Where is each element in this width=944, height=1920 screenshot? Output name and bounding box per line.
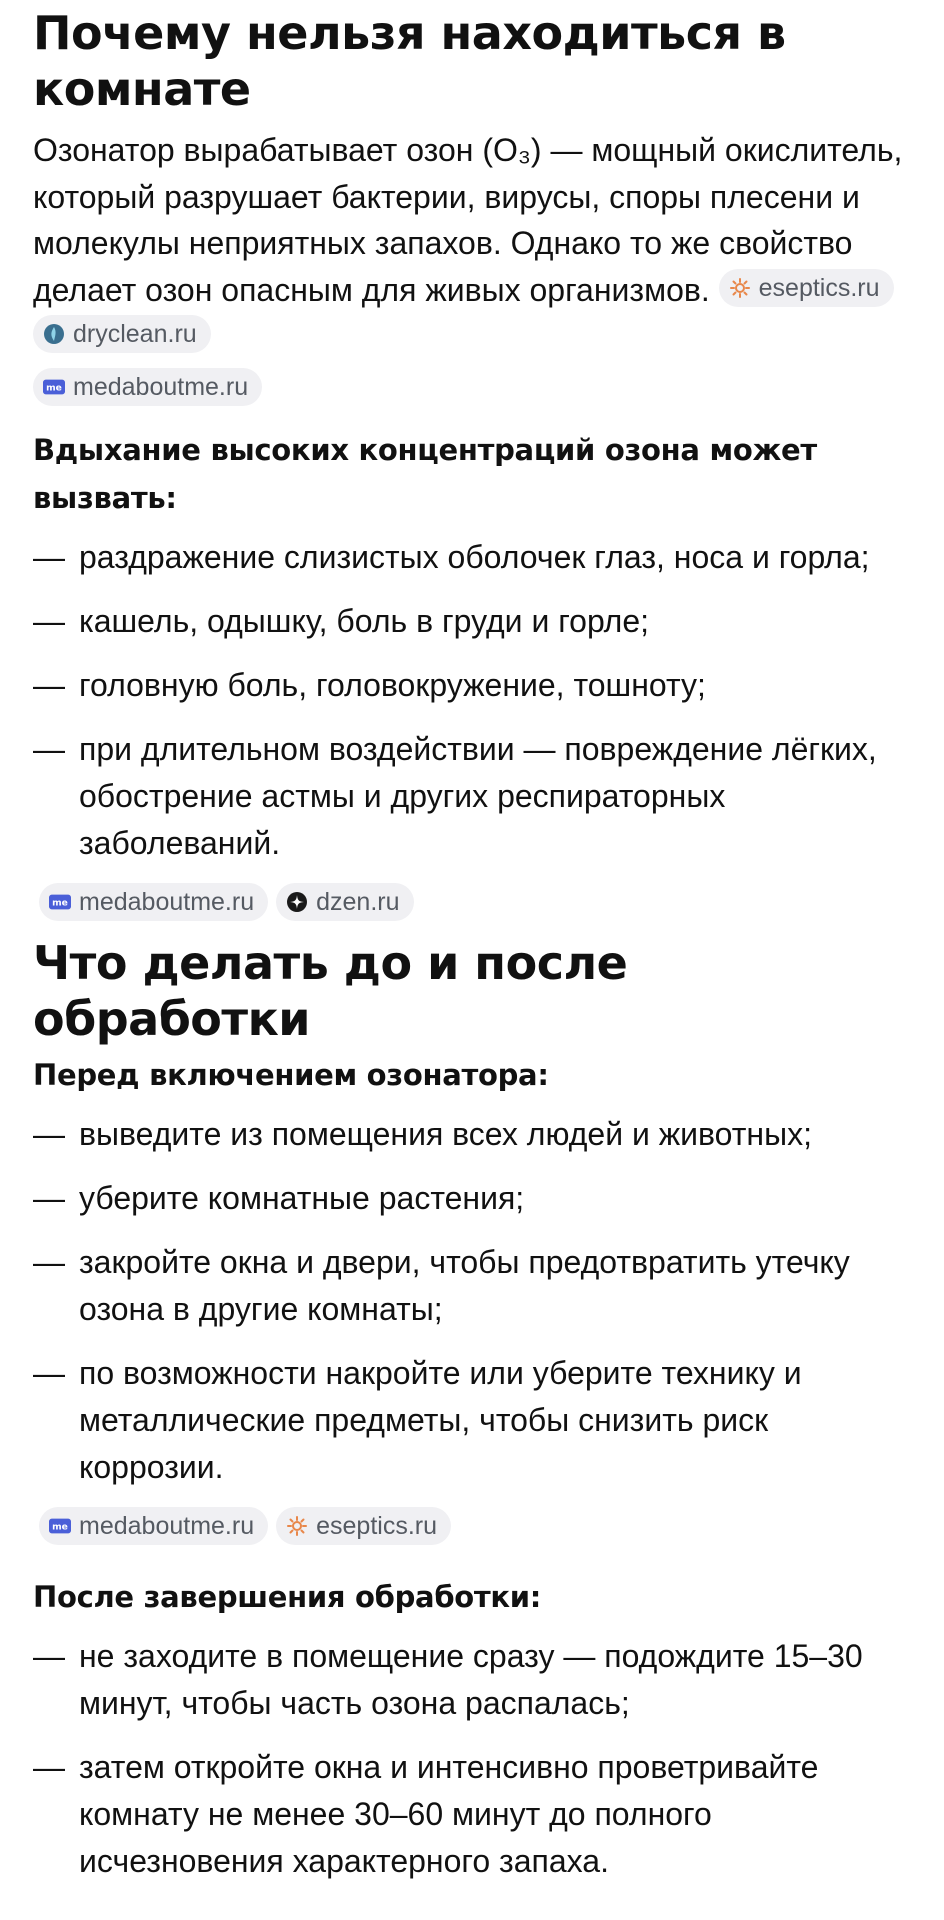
list-item <box>33 1744 913 1885</box>
list-item-text: при длительном воздействии — повреждение лёгких, обострение астмы и других респираторных заболеваний. <box>79 730 877 861</box>
source-chip-dryclean[interactable] <box>33 315 211 353</box>
list-item <box>33 1633 913 1727</box>
source-chip-medaboutme[interactable] <box>39 883 268 921</box>
dash-marker: — <box>33 538 65 575</box>
source-chip-label: medaboutme.ru <box>79 887 255 916</box>
list-item-text: уберите комнатные растения; <box>79 1179 525 1216</box>
source-chip-label: medaboutme.ru <box>73 372 249 401</box>
after-list <box>33 1633 913 1885</box>
lead-sources-row <box>33 368 913 410</box>
dryclean-logo-icon <box>43 323 65 345</box>
list-item-text: не заходите в помещение сразу — подождите 15–30 минут, чтобы часть озона распалась; <box>79 1637 863 1721</box>
dash-marker: — <box>33 1115 65 1152</box>
list-item <box>33 534 913 581</box>
eseptics-logo-icon <box>729 277 751 299</box>
list-item-text: кашель, одышку, боль в груди и горле; <box>79 602 650 639</box>
dash-marker: — <box>33 1354 65 1391</box>
list-item-text: головную боль, головокружение, тошноту; <box>79 666 706 703</box>
effects-sources-row <box>33 883 913 925</box>
list-item <box>33 662 913 709</box>
dash-marker: — <box>33 1243 65 1280</box>
dash-marker: — <box>33 666 65 703</box>
list-item-text: выведите из помещения всех людей и животных; <box>79 1115 812 1152</box>
before-list <box>33 1111 913 1491</box>
list-item <box>33 1175 913 1222</box>
source-chip-label: eseptics.ru <box>316 1511 437 1540</box>
svg-text:me: me <box>52 897 68 909</box>
section-heading-why-not-in-room: Почему нельзя находиться в комнате <box>33 6 786 116</box>
list-item <box>33 726 913 867</box>
dash-marker: — <box>33 602 65 639</box>
article <box>33 0 913 1902</box>
dzen-logo-icon <box>286 891 308 913</box>
list-item-text: по возможности накройте или уберите технику и металлические предметы, чтобы снизить риск коррозии. <box>79 1354 802 1485</box>
list-item <box>33 1111 913 1158</box>
subheading-after: После завершения обработки: <box>33 1579 542 1614</box>
subheading-inhalation-effects: Вдыхание высоких концентраций озона может вызвать: <box>33 432 817 515</box>
list-item <box>33 1239 913 1333</box>
dash-marker: — <box>33 1637 65 1674</box>
lead-text: Озонатор вырабатывает озон (O₃) — мощный окислитель, который разрушает бактерии, вирусы, споры плесени и молекулы неприятных запахов. Однако то же свойство делает озон опасным для живых организмов. <box>33 132 903 308</box>
source-chip-eseptics[interactable] <box>719 269 894 307</box>
medaboutme-logo-icon <box>49 1515 71 1537</box>
source-chip-label: dzen.ru <box>316 887 400 916</box>
medaboutme-logo-icon <box>43 376 65 398</box>
before-sources-row <box>33 1507 913 1549</box>
lead-paragraph <box>33 127 913 360</box>
list-item-text: затем откройте окна и интенсивно проветривайте комнату не менее 30–60 минут до полного исчезновения характерного запаха. <box>79 1748 819 1879</box>
effects-list <box>33 534 913 867</box>
list-item <box>33 598 913 645</box>
source-chip-label: eseptics.ru <box>758 273 880 302</box>
source-chip-eseptics[interactable] <box>276 1507 451 1545</box>
list-item-text: раздражение слизистых оболочек глаз, носа и горла; <box>79 538 870 575</box>
medaboutme-logo-icon <box>49 891 71 913</box>
dash-marker: — <box>33 1748 65 1785</box>
list-item-text: закройте окна и двери, чтобы предотвратить утечку озона в другие комнаты; <box>79 1243 850 1327</box>
svg-text:me: me <box>46 382 62 394</box>
source-chip-label: dryclean.ru <box>73 320 197 348</box>
svg-text:me: me <box>52 1521 68 1533</box>
section-heading-before-after: Что делать до и после обработки <box>33 935 628 1046</box>
subheading-before: Перед включением озонатора: <box>33 1057 549 1092</box>
list-item <box>33 1350 913 1491</box>
eseptics-logo-icon <box>286 1515 308 1537</box>
source-chip-medaboutme[interactable] <box>39 1507 268 1545</box>
dash-marker: — <box>33 730 65 767</box>
source-chip-dzen[interactable] <box>276 883 413 921</box>
source-chip-label: medaboutme.ru <box>79 1511 255 1540</box>
dash-marker: — <box>33 1179 65 1216</box>
source-chip-medaboutme[interactable] <box>33 368 262 406</box>
